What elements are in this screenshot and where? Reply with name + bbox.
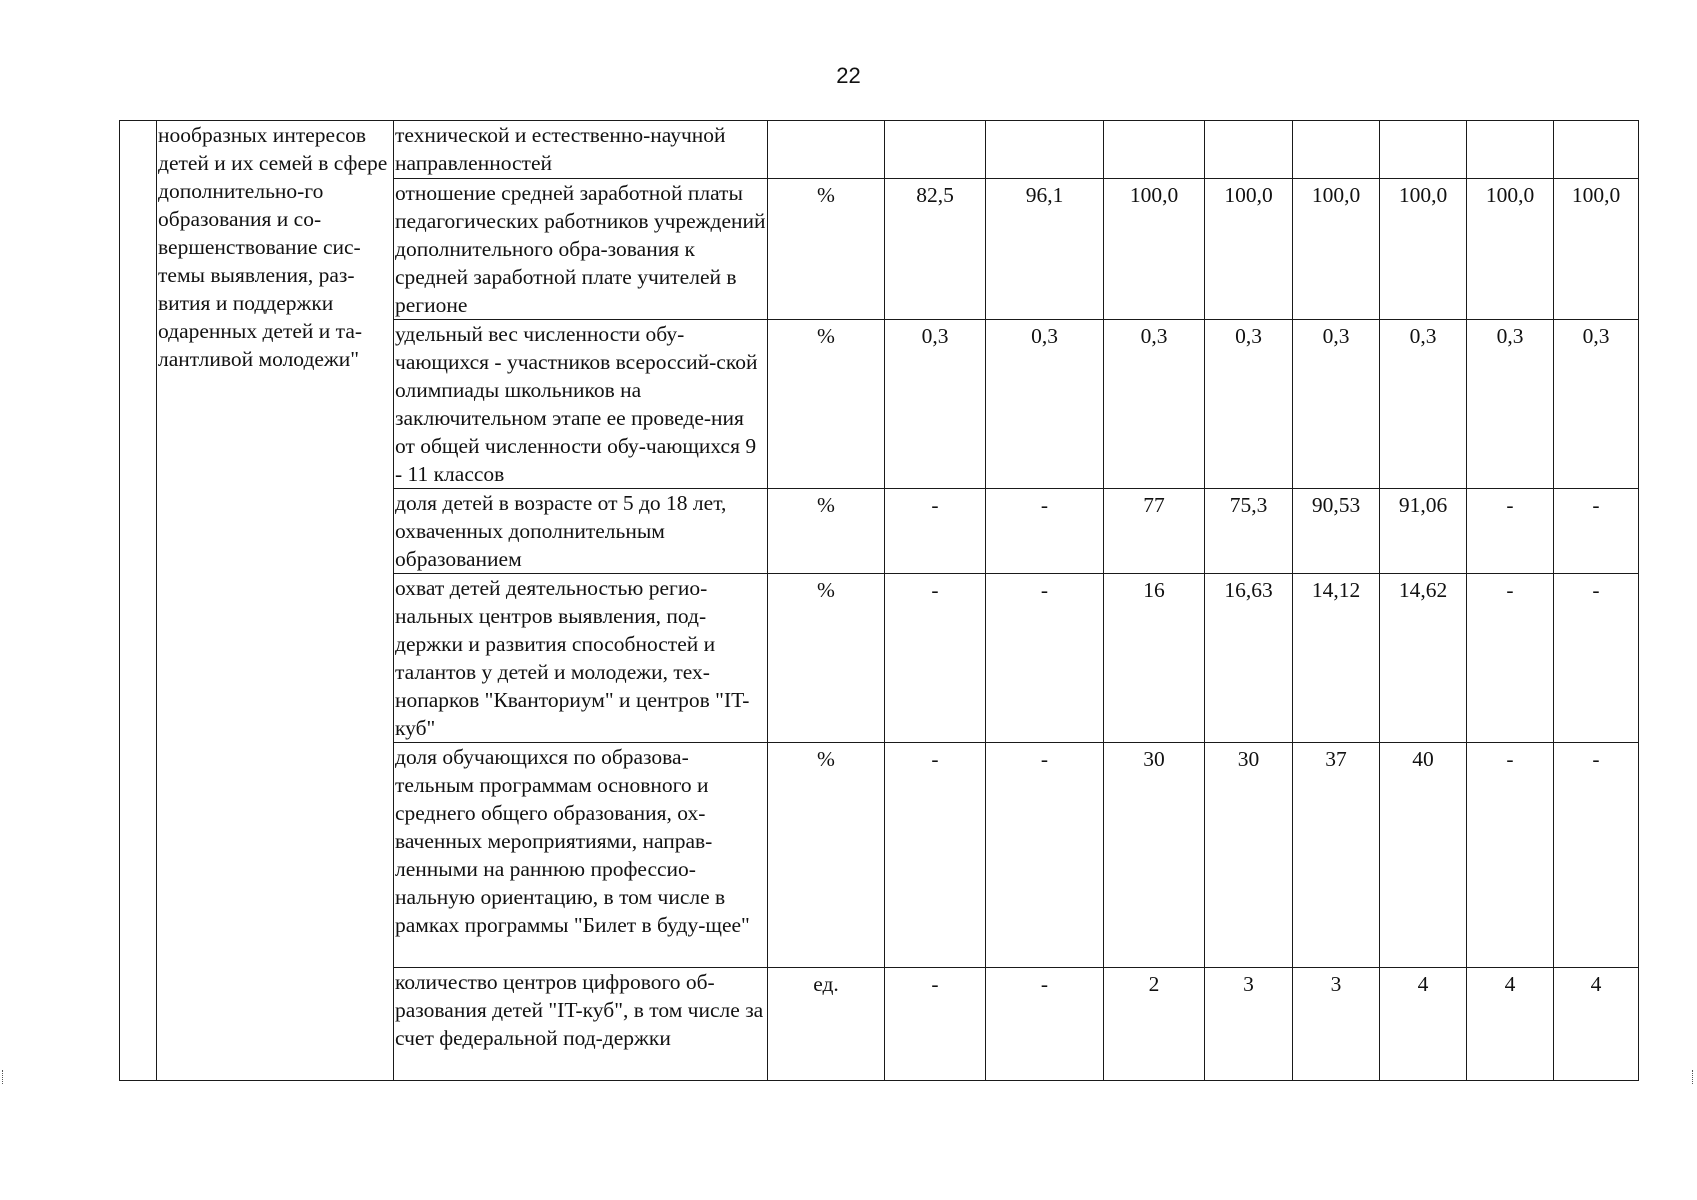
value-cell: - — [885, 743, 986, 968]
value-cell: - — [885, 489, 986, 574]
value-cell: 4 — [1467, 968, 1554, 1081]
value-cell: 82,5 — [885, 179, 986, 320]
value-cell: 4 — [1554, 968, 1639, 1081]
value-cell: - — [1554, 574, 1639, 743]
value-cell: 37 — [1293, 743, 1380, 968]
value-cell: 100,0 — [1205, 179, 1293, 320]
indicator-cell: удельный вес численности обу-чающихся - участников всероссий-ской олимпиады школьников на заключительном этапе ее проведе-ния от общей численности обу-чающихся 9 - 11 классов — [394, 320, 768, 489]
value-cell: 100,0 — [1380, 179, 1467, 320]
value-cell: 100,0 — [1554, 179, 1639, 320]
value-cell: - — [1554, 743, 1639, 968]
value-cell: 90,53 — [1293, 489, 1380, 574]
indicators-table — [119, 120, 1639, 1081]
unit-cell: % — [768, 320, 885, 489]
program-cell: нообразных интересов детей и их семей в сфере дополнительно-го образования и со-вершенствование сис-темы выявления, раз-вития и поддержки одаренных детей и та-лантливой молодежи" — [157, 121, 394, 1081]
value-cell: - — [1554, 489, 1639, 574]
value-cell — [986, 121, 1104, 179]
right-edge-mark — [1692, 1070, 1695, 1084]
value-cell: - — [986, 489, 1104, 574]
unit-cell: % — [768, 489, 885, 574]
value-cell — [1380, 121, 1467, 179]
value-cell: - — [885, 968, 986, 1081]
value-cell: 100,0 — [1467, 179, 1554, 320]
value-cell: 75,3 — [1205, 489, 1293, 574]
value-cell: 0,3 — [1104, 320, 1205, 489]
value-cell: 0,3 — [885, 320, 986, 489]
value-cell — [1467, 121, 1554, 179]
value-cell: 16,63 — [1205, 574, 1293, 743]
value-cell — [1554, 121, 1639, 179]
unit-cell: % — [768, 574, 885, 743]
value-cell: 0,3 — [1467, 320, 1554, 489]
value-cell: 0,3 — [1293, 320, 1380, 489]
value-cell — [1104, 121, 1205, 179]
value-cell: 96,1 — [986, 179, 1104, 320]
number-cell — [120, 121, 157, 1081]
table-body — [120, 121, 1639, 1081]
value-cell: 16 — [1104, 574, 1205, 743]
value-cell: 4 — [1380, 968, 1467, 1081]
value-cell: 0,3 — [1380, 320, 1467, 489]
indicator-cell: отношение средней заработной платы педагогических работников учреждений дополнительного обра-зования к средней заработной плате учителей в регионе — [394, 179, 768, 320]
value-cell: 14,62 — [1380, 574, 1467, 743]
value-cell: 100,0 — [1293, 179, 1380, 320]
value-cell: - — [986, 574, 1104, 743]
page-number: 22 — [836, 63, 861, 88]
indicator-cell: технической и естественно-научной направленностей — [394, 121, 768, 179]
unit-cell: % — [768, 179, 885, 320]
value-cell: 30 — [1205, 743, 1293, 968]
value-cell: 30 — [1104, 743, 1205, 968]
value-cell: 100,0 — [1104, 179, 1205, 320]
indicator-cell: доля обучающихся по образова-тельным программам основного и среднего общего образования, ох-ваченных мероприятиями, направ-ленными на раннюю профессио-нальную ориентацию, в том числе в рамках программы "Билет в буду-щее" — [394, 743, 768, 968]
value-cell: - — [986, 968, 1104, 1081]
left-edge-mark — [2, 1070, 5, 1084]
value-cell: - — [1467, 743, 1554, 968]
value-cell: 3 — [1205, 968, 1293, 1081]
value-cell: - — [986, 743, 1104, 968]
value-cell: 40 — [1380, 743, 1467, 968]
value-cell: 0,3 — [986, 320, 1104, 489]
value-cell: 91,06 — [1380, 489, 1467, 574]
unit-cell: % — [768, 743, 885, 968]
indicator-cell: охват детей деятельностью регио-нальных центров выявления, под-держки и развития способностей и талантов у детей и молодежи, тех-нопарков "Кванториум" и центров "IT-куб" — [394, 574, 768, 743]
unit-cell — [768, 121, 885, 179]
indicator-cell: доля детей в возрасте от 5 до 18 лет, охваченных дополнительным образованием — [394, 489, 768, 574]
value-cell: 0,3 — [1205, 320, 1293, 489]
value-cell: 77 — [1104, 489, 1205, 574]
unit-cell: ед. — [768, 968, 885, 1081]
value-cell: - — [1467, 489, 1554, 574]
value-cell — [1205, 121, 1293, 179]
value-cell — [885, 121, 986, 179]
value-cell: 2 — [1104, 968, 1205, 1081]
indicator-cell: количество центров цифрового об-разования детей "IT-куб", в том числе за счет федеральной под-держки — [394, 968, 768, 1081]
table-row — [120, 121, 1639, 179]
value-cell: 3 — [1293, 968, 1380, 1081]
value-cell: - — [1467, 574, 1554, 743]
value-cell: 14,12 — [1293, 574, 1380, 743]
value-cell — [1293, 121, 1380, 179]
value-cell: - — [885, 574, 986, 743]
value-cell: 0,3 — [1554, 320, 1639, 489]
